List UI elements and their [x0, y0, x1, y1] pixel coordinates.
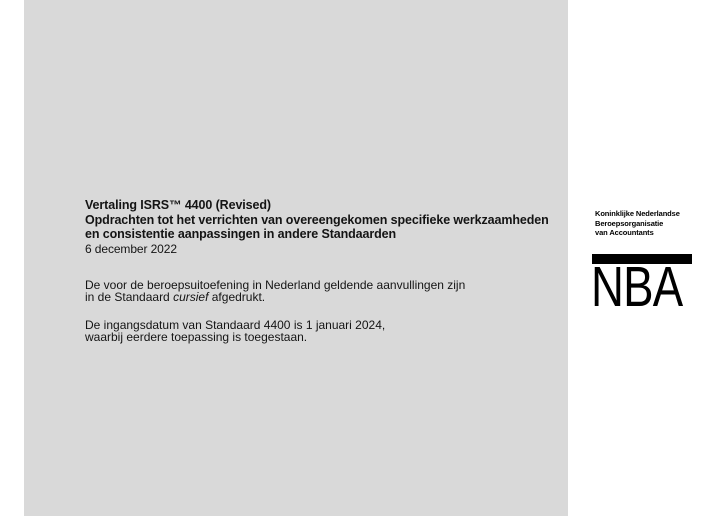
line2-post: afgedrukt.	[208, 290, 266, 305]
paragraph-additions-line-1: De voor de beroepsuitoefening in Nederland geldende aanvullingen zijn	[85, 278, 466, 292]
line2-pre: in de Standaard	[85, 290, 174, 305]
cover-title-block	[85, 198, 549, 256]
nba-org-name	[595, 209, 702, 238]
nba-org-name-line-2: Beroepsorganisatie	[595, 218, 664, 228]
page-sheet	[24, 0, 568, 516]
line2-italic-word: cursief	[173, 290, 209, 305]
publication-date: 6 december 2022	[85, 241, 177, 256]
paragraph-effective-date	[85, 319, 385, 344]
title-line-3: en consistentie aanpassingen in andere Standaarden	[85, 227, 397, 241]
nba-org-name-line-3: van Accountants	[595, 228, 654, 238]
paragraph-additions-line-2	[85, 291, 465, 303]
paragraph-additions	[85, 279, 465, 304]
paragraph-effective-date-line-1: De ingangsdatum van Standaard 4400 is 1 januari 2024,	[85, 318, 386, 332]
paragraph-effective-date-line-2: waarbij eerdere toepassing is toegestaan.	[85, 330, 308, 345]
nba-wordmark: NBA	[591, 255, 683, 319]
title-line-1: Vertaling ISRS™ 4400 (Revised)	[85, 198, 271, 212]
nba-logo	[591, 209, 702, 319]
nba-org-name-line-1: Koninklijke Nederlandse	[595, 209, 680, 218]
title-line-2: Opdrachten tot het verrichten van overeengekomen specifieke werkzaamheden	[85, 212, 549, 227]
